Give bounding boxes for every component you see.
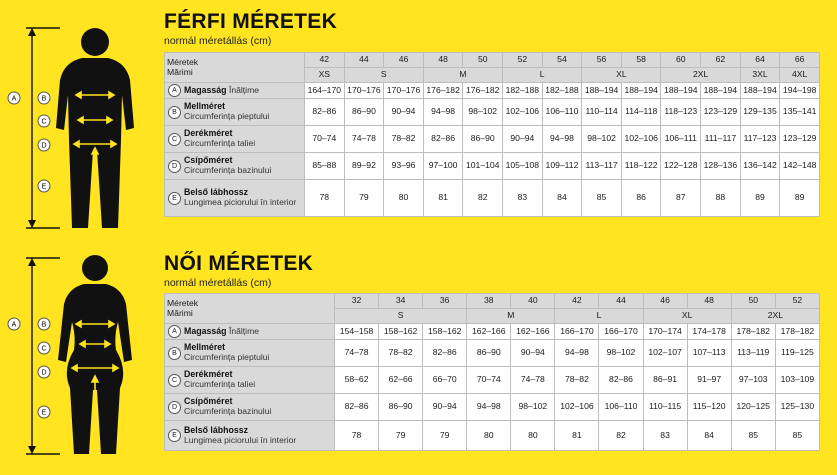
measure-label-cell — [165, 83, 305, 99]
measure-value-cell: 86–90 — [463, 126, 503, 153]
measure-value-cell: 94–98 — [467, 394, 511, 421]
size-header-cell — [165, 294, 335, 324]
measure-value-cell: 62–66 — [379, 367, 423, 394]
letter-size-cell: M — [423, 68, 502, 83]
measure-value-cell: 122–128 — [661, 153, 701, 180]
measure-letter-badge: E — [168, 429, 181, 442]
measure-value-cell: 82–86 — [305, 99, 345, 126]
measure-value-cell: 82–86 — [599, 367, 643, 394]
svg-text:E: E — [41, 183, 47, 191]
measure-value-cell: 87 — [661, 180, 701, 217]
eu-size-cell: 32 — [335, 294, 379, 309]
measure-value-cell: 106–110 — [542, 99, 582, 126]
measure-value-cell: 102–106 — [555, 394, 599, 421]
measure-value-cell: 86 — [621, 180, 661, 217]
measure-value-cell: 89 — [780, 180, 820, 217]
measure-text — [184, 397, 271, 416]
measure-value-cell: 110–115 — [643, 394, 687, 421]
measure-value-cell: 90–94 — [511, 340, 555, 367]
eu-size-cell: 42 — [555, 294, 599, 309]
measure-label — [168, 188, 304, 207]
measure-value-cell: 106–111 — [661, 126, 701, 153]
measure-value-cell: 58–62 — [335, 367, 379, 394]
measure-value-cell: 174–178 — [687, 324, 731, 340]
measure-letter-badge: E — [168, 192, 181, 205]
measure-value-cell: 78–82 — [379, 340, 423, 367]
measure-value-cell: 98–102 — [599, 340, 643, 367]
measure-value-cell: 128–136 — [701, 153, 741, 180]
measure-value-cell: 178–182 — [731, 324, 775, 340]
measure-value-cell: 74–78 — [335, 340, 379, 367]
size-header-ro: Mărimi — [167, 66, 193, 77]
measure-value-cell: 123–129 — [701, 99, 741, 126]
measure-label-cell — [165, 340, 335, 367]
measure-label-cell — [165, 126, 305, 153]
measure-value-cell: 107–113 — [687, 340, 731, 367]
measure-value-cell: 164–170 — [305, 83, 345, 99]
eu-size-cell: 38 — [467, 294, 511, 309]
measure-name-ro: Circumferința pieptului — [184, 352, 270, 363]
eu-size-cell: 64 — [740, 53, 780, 68]
measure-value-cell: 82–86 — [335, 394, 379, 421]
men-subtitle: normál méretállás (cm) — [164, 35, 272, 47]
size-header-ro: Mărimi — [167, 307, 193, 318]
measure-value-cell: 80 — [467, 421, 511, 451]
eu-size-cell: 40 — [511, 294, 555, 309]
measure-value-cell: 170–174 — [643, 324, 687, 340]
measure-value-cell: 94–98 — [542, 126, 582, 153]
measure-name-hu: Derékméret — [184, 369, 233, 380]
measure-value-cell: 83 — [503, 180, 543, 217]
measure-row — [165, 83, 820, 99]
measure-value-cell: 91–97 — [687, 367, 731, 394]
header-row-eu — [165, 294, 820, 309]
letter-size-cell: L — [555, 309, 643, 324]
measure-value-cell: 82 — [599, 421, 643, 451]
measure-value-cell: 103–109 — [775, 367, 819, 394]
letter-size-cell: XL — [643, 309, 731, 324]
svg-text:B: B — [41, 321, 47, 329]
measure-name-hu: Csípőméret — [184, 396, 233, 407]
measure-value-cell: 78 — [305, 180, 345, 217]
measure-label — [168, 370, 334, 389]
measure-value-cell: 158–162 — [423, 324, 467, 340]
measure-value-cell: 82–86 — [423, 340, 467, 367]
measure-label — [168, 426, 334, 445]
measure-row — [165, 126, 820, 153]
measure-label-cell — [165, 99, 305, 126]
measure-value-cell: 90–94 — [503, 126, 543, 153]
measure-value-cell: 97–103 — [731, 367, 775, 394]
measure-value-cell: 89–92 — [344, 153, 384, 180]
measure-value-cell: 101–104 — [463, 153, 503, 180]
measure-label-cell — [165, 421, 335, 451]
measure-value-cell: 79 — [423, 421, 467, 451]
measure-row — [165, 180, 820, 217]
measure-value-cell: 113–117 — [582, 153, 622, 180]
eu-size-cell: 48 — [423, 53, 463, 68]
size-header-hu: Méretek — [167, 298, 199, 309]
measure-value-cell: 94–98 — [423, 99, 463, 126]
measure-value-cell: 78 — [335, 421, 379, 451]
measure-value-cell: 70–74 — [305, 126, 345, 153]
measure-value-cell: 66–70 — [423, 367, 467, 394]
eu-size-cell: 52 — [775, 294, 819, 309]
measure-value-cell: 82 — [463, 180, 503, 217]
letter-size-cell: XS — [305, 68, 345, 83]
measure-value-cell: 79 — [344, 180, 384, 217]
letter-size-cell: M — [467, 309, 555, 324]
measure-label-cell — [165, 153, 305, 180]
measure-text — [184, 102, 270, 121]
measure-name-hu: Mellméret — [184, 101, 226, 112]
measure-value-cell: 170–176 — [384, 83, 424, 99]
measure-value-cell: 90–94 — [423, 394, 467, 421]
measure-value-cell: 102–106 — [621, 126, 661, 153]
measure-label-cell — [165, 180, 305, 217]
measure-text — [184, 327, 259, 337]
measure-name-hu: Mellméret — [184, 342, 226, 353]
measure-value-cell: 85 — [775, 421, 819, 451]
measure-value-cell: 86–90 — [344, 99, 384, 126]
measure-value-cell: 188–194 — [740, 83, 780, 99]
measure-text — [184, 370, 255, 389]
eu-size-cell: 46 — [643, 294, 687, 309]
measure-value-cell: 182–188 — [503, 83, 543, 99]
women-subtitle: normál méretállás (cm) — [164, 277, 272, 289]
svg-text:C: C — [41, 118, 47, 126]
measure-value-cell: 98–102 — [511, 394, 555, 421]
measure-name-hu: Magasság — [184, 325, 227, 336]
men-size-table — [164, 52, 820, 217]
measure-value-cell: 166–170 — [599, 324, 643, 340]
measure-value-cell: 89 — [740, 180, 780, 217]
measure-name-ro: Circumferința taliei — [184, 138, 256, 149]
letter-size-cell: 2XL — [661, 68, 740, 83]
measure-label — [168, 343, 334, 362]
measure-value-cell: 85 — [731, 421, 775, 451]
measure-value-cell: 162–166 — [467, 324, 511, 340]
measure-name-ro: Circumferința taliei — [184, 379, 256, 390]
measure-text — [184, 343, 270, 362]
measure-value-cell: 110–114 — [582, 99, 622, 126]
measure-name-hu: Derékméret — [184, 128, 233, 139]
measure-value-cell: 114–118 — [621, 99, 661, 126]
women-title: NŐI MÉRETEK — [164, 252, 314, 275]
measure-name-ro: Circumferința bazinului — [184, 406, 272, 417]
measure-label — [168, 84, 304, 97]
measure-label — [168, 325, 334, 338]
measure-value-cell: 158–162 — [379, 324, 423, 340]
letter-size-cell: S — [335, 309, 467, 324]
measure-value-cell: 90–94 — [384, 99, 424, 126]
measure-label-cell — [165, 367, 335, 394]
measure-value-cell: 98–102 — [582, 126, 622, 153]
measure-letter-badge: D — [168, 401, 181, 414]
measure-name-ro: Circumferința pieptului — [184, 111, 270, 122]
measure-value-cell: 85 — [582, 180, 622, 217]
measure-value-cell: 84 — [542, 180, 582, 217]
eu-size-cell: 56 — [582, 53, 622, 68]
measure-value-cell: 170–176 — [344, 83, 384, 99]
measure-value-cell: 88 — [701, 180, 741, 217]
measure-value-cell: 135–141 — [780, 99, 820, 126]
eu-size-cell: 44 — [599, 294, 643, 309]
measure-text — [184, 86, 259, 96]
eu-size-cell: 66 — [780, 53, 820, 68]
measure-letter-badge: C — [168, 133, 181, 146]
measure-value-cell: 93–96 — [384, 153, 424, 180]
measure-letter-badge: B — [168, 106, 181, 119]
measure-text — [184, 156, 271, 175]
measure-value-cell: 97–100 — [423, 153, 463, 180]
measure-name-ro: Lungimea piciorului în interior — [184, 197, 297, 208]
letter-size-cell: 2XL — [731, 309, 819, 324]
svg-text:D: D — [41, 142, 47, 150]
svg-text:A: A — [11, 321, 17, 329]
measure-label — [168, 129, 304, 148]
measure-value-cell: 74–78 — [511, 367, 555, 394]
measure-value-cell: 162–166 — [511, 324, 555, 340]
measure-value-cell: 115–120 — [687, 394, 731, 421]
measure-value-cell: 80 — [511, 421, 555, 451]
measure-value-cell: 109–112 — [542, 153, 582, 180]
measure-value-cell: 102–107 — [643, 340, 687, 367]
measure-value-cell: 83 — [643, 421, 687, 451]
measure-value-cell: 79 — [379, 421, 423, 451]
measure-row — [165, 367, 820, 394]
measure-row — [165, 99, 820, 126]
measure-value-cell: 178–182 — [775, 324, 819, 340]
measure-value-cell: 119–125 — [775, 340, 819, 367]
measure-value-cell: 188–194 — [582, 83, 622, 99]
measure-value-cell: 85–88 — [305, 153, 345, 180]
measure-value-cell: 120–125 — [731, 394, 775, 421]
eu-size-cell: 48 — [687, 294, 731, 309]
measure-value-cell: 182–188 — [542, 83, 582, 99]
eu-size-cell: 54 — [542, 53, 582, 68]
measure-value-cell: 98–102 — [463, 99, 503, 126]
header-row-eu — [165, 53, 820, 68]
letter-size-cell: XL — [582, 68, 661, 83]
measure-value-cell: 194–198 — [780, 83, 820, 99]
measure-letter-badge: A — [168, 325, 181, 338]
measure-row — [165, 324, 820, 340]
svg-text:C: C — [41, 345, 47, 353]
eu-size-cell: 42 — [305, 53, 345, 68]
measure-value-cell: 84 — [687, 421, 731, 451]
male-body-figure — [0, 0, 160, 238]
letter-size-cell: S — [344, 68, 423, 83]
measure-value-cell: 86–90 — [467, 340, 511, 367]
measure-row — [165, 394, 820, 421]
measure-value-cell: 176–182 — [423, 83, 463, 99]
measure-letter-badge: C — [168, 374, 181, 387]
measure-value-cell: 113–119 — [731, 340, 775, 367]
measure-value-cell: 81 — [555, 421, 599, 451]
eu-size-cell: 46 — [384, 53, 424, 68]
measure-value-cell: 188–194 — [621, 83, 661, 99]
measure-value-cell: 106–110 — [599, 394, 643, 421]
measure-value-cell: 176–182 — [463, 83, 503, 99]
measure-value-cell: 118–123 — [661, 99, 701, 126]
measure-name-ro: Înălțime — [228, 325, 260, 336]
eu-size-cell: 62 — [701, 53, 741, 68]
measure-value-cell: 105–108 — [503, 153, 543, 180]
measure-value-cell: 117–123 — [740, 126, 780, 153]
female-body-figure — [0, 240, 160, 475]
measure-value-cell: 82–86 — [423, 126, 463, 153]
women-section — [0, 240, 837, 475]
measure-value-cell: 188–194 — [701, 83, 741, 99]
measure-value-cell: 129–135 — [740, 99, 780, 126]
svg-text:E: E — [41, 409, 47, 417]
measure-value-cell: 86–90 — [379, 394, 423, 421]
measure-value-cell: 94–98 — [555, 340, 599, 367]
measure-value-cell: 118–122 — [621, 153, 661, 180]
letter-size-cell: 3XL — [740, 68, 780, 83]
measure-value-cell: 70–74 — [467, 367, 511, 394]
measure-value-cell: 80 — [384, 180, 424, 217]
eu-size-cell: 50 — [731, 294, 775, 309]
svg-text:A: A — [11, 95, 17, 103]
measure-value-cell: 123–129 — [780, 126, 820, 153]
eu-size-cell: 34 — [379, 294, 423, 309]
measure-row — [165, 340, 820, 367]
measure-value-cell: 78–82 — [555, 367, 599, 394]
measure-text — [184, 426, 296, 445]
measure-name-ro: Lungimea piciorului în interior — [184, 434, 297, 445]
svg-text:B: B — [41, 95, 47, 103]
letter-size-cell: L — [503, 68, 582, 83]
measure-label — [168, 156, 304, 175]
measure-letter-badge: B — [168, 347, 181, 360]
measure-label — [168, 397, 334, 416]
eu-size-cell: 44 — [344, 53, 384, 68]
letter-size-cell: 4XL — [780, 68, 820, 83]
eu-size-cell: 52 — [503, 53, 543, 68]
measure-name-hu: Belső lábhossz — [184, 187, 249, 198]
measure-value-cell: 154–158 — [335, 324, 379, 340]
measure-name-hu: Belső lábhossz — [184, 424, 249, 435]
measure-text — [184, 188, 296, 207]
measure-text — [184, 129, 255, 148]
measure-value-cell: 81 — [423, 180, 463, 217]
measure-value-cell: 136–142 — [740, 153, 780, 180]
measure-name-ro: Circumferința bazinului — [184, 165, 272, 176]
measure-row — [165, 153, 820, 180]
eu-size-cell: 58 — [621, 53, 661, 68]
eu-size-cell: 50 — [463, 53, 503, 68]
svg-text:D: D — [41, 369, 47, 377]
women-size-table — [164, 293, 820, 451]
eu-size-cell: 60 — [661, 53, 701, 68]
measure-letter-badge: A — [168, 84, 181, 97]
size-header-cell — [165, 53, 305, 83]
measure-name-ro: Înălțime — [228, 84, 260, 95]
measure-letter-badge: D — [168, 160, 181, 173]
measure-value-cell: 102–106 — [503, 99, 543, 126]
measure-value-cell: 188–194 — [661, 83, 701, 99]
men-title: FÉRFI MÉRETEK — [164, 10, 338, 33]
measure-name-hu: Csípőméret — [184, 155, 233, 166]
measure-value-cell: 86–91 — [643, 367, 687, 394]
measure-name-hu: Magasság — [184, 84, 227, 95]
measure-value-cell: 78–82 — [384, 126, 424, 153]
size-header-hu: Méretek — [167, 57, 199, 68]
measure-label-cell — [165, 324, 335, 340]
measure-row — [165, 421, 820, 451]
measure-value-cell: 74–78 — [344, 126, 384, 153]
measure-value-cell: 125–130 — [775, 394, 819, 421]
measure-value-cell: 166–170 — [555, 324, 599, 340]
eu-size-cell: 36 — [423, 294, 467, 309]
measure-label-cell — [165, 394, 335, 421]
measure-value-cell: 111–117 — [701, 126, 741, 153]
measure-label — [168, 102, 304, 121]
measure-value-cell: 142–148 — [780, 153, 820, 180]
